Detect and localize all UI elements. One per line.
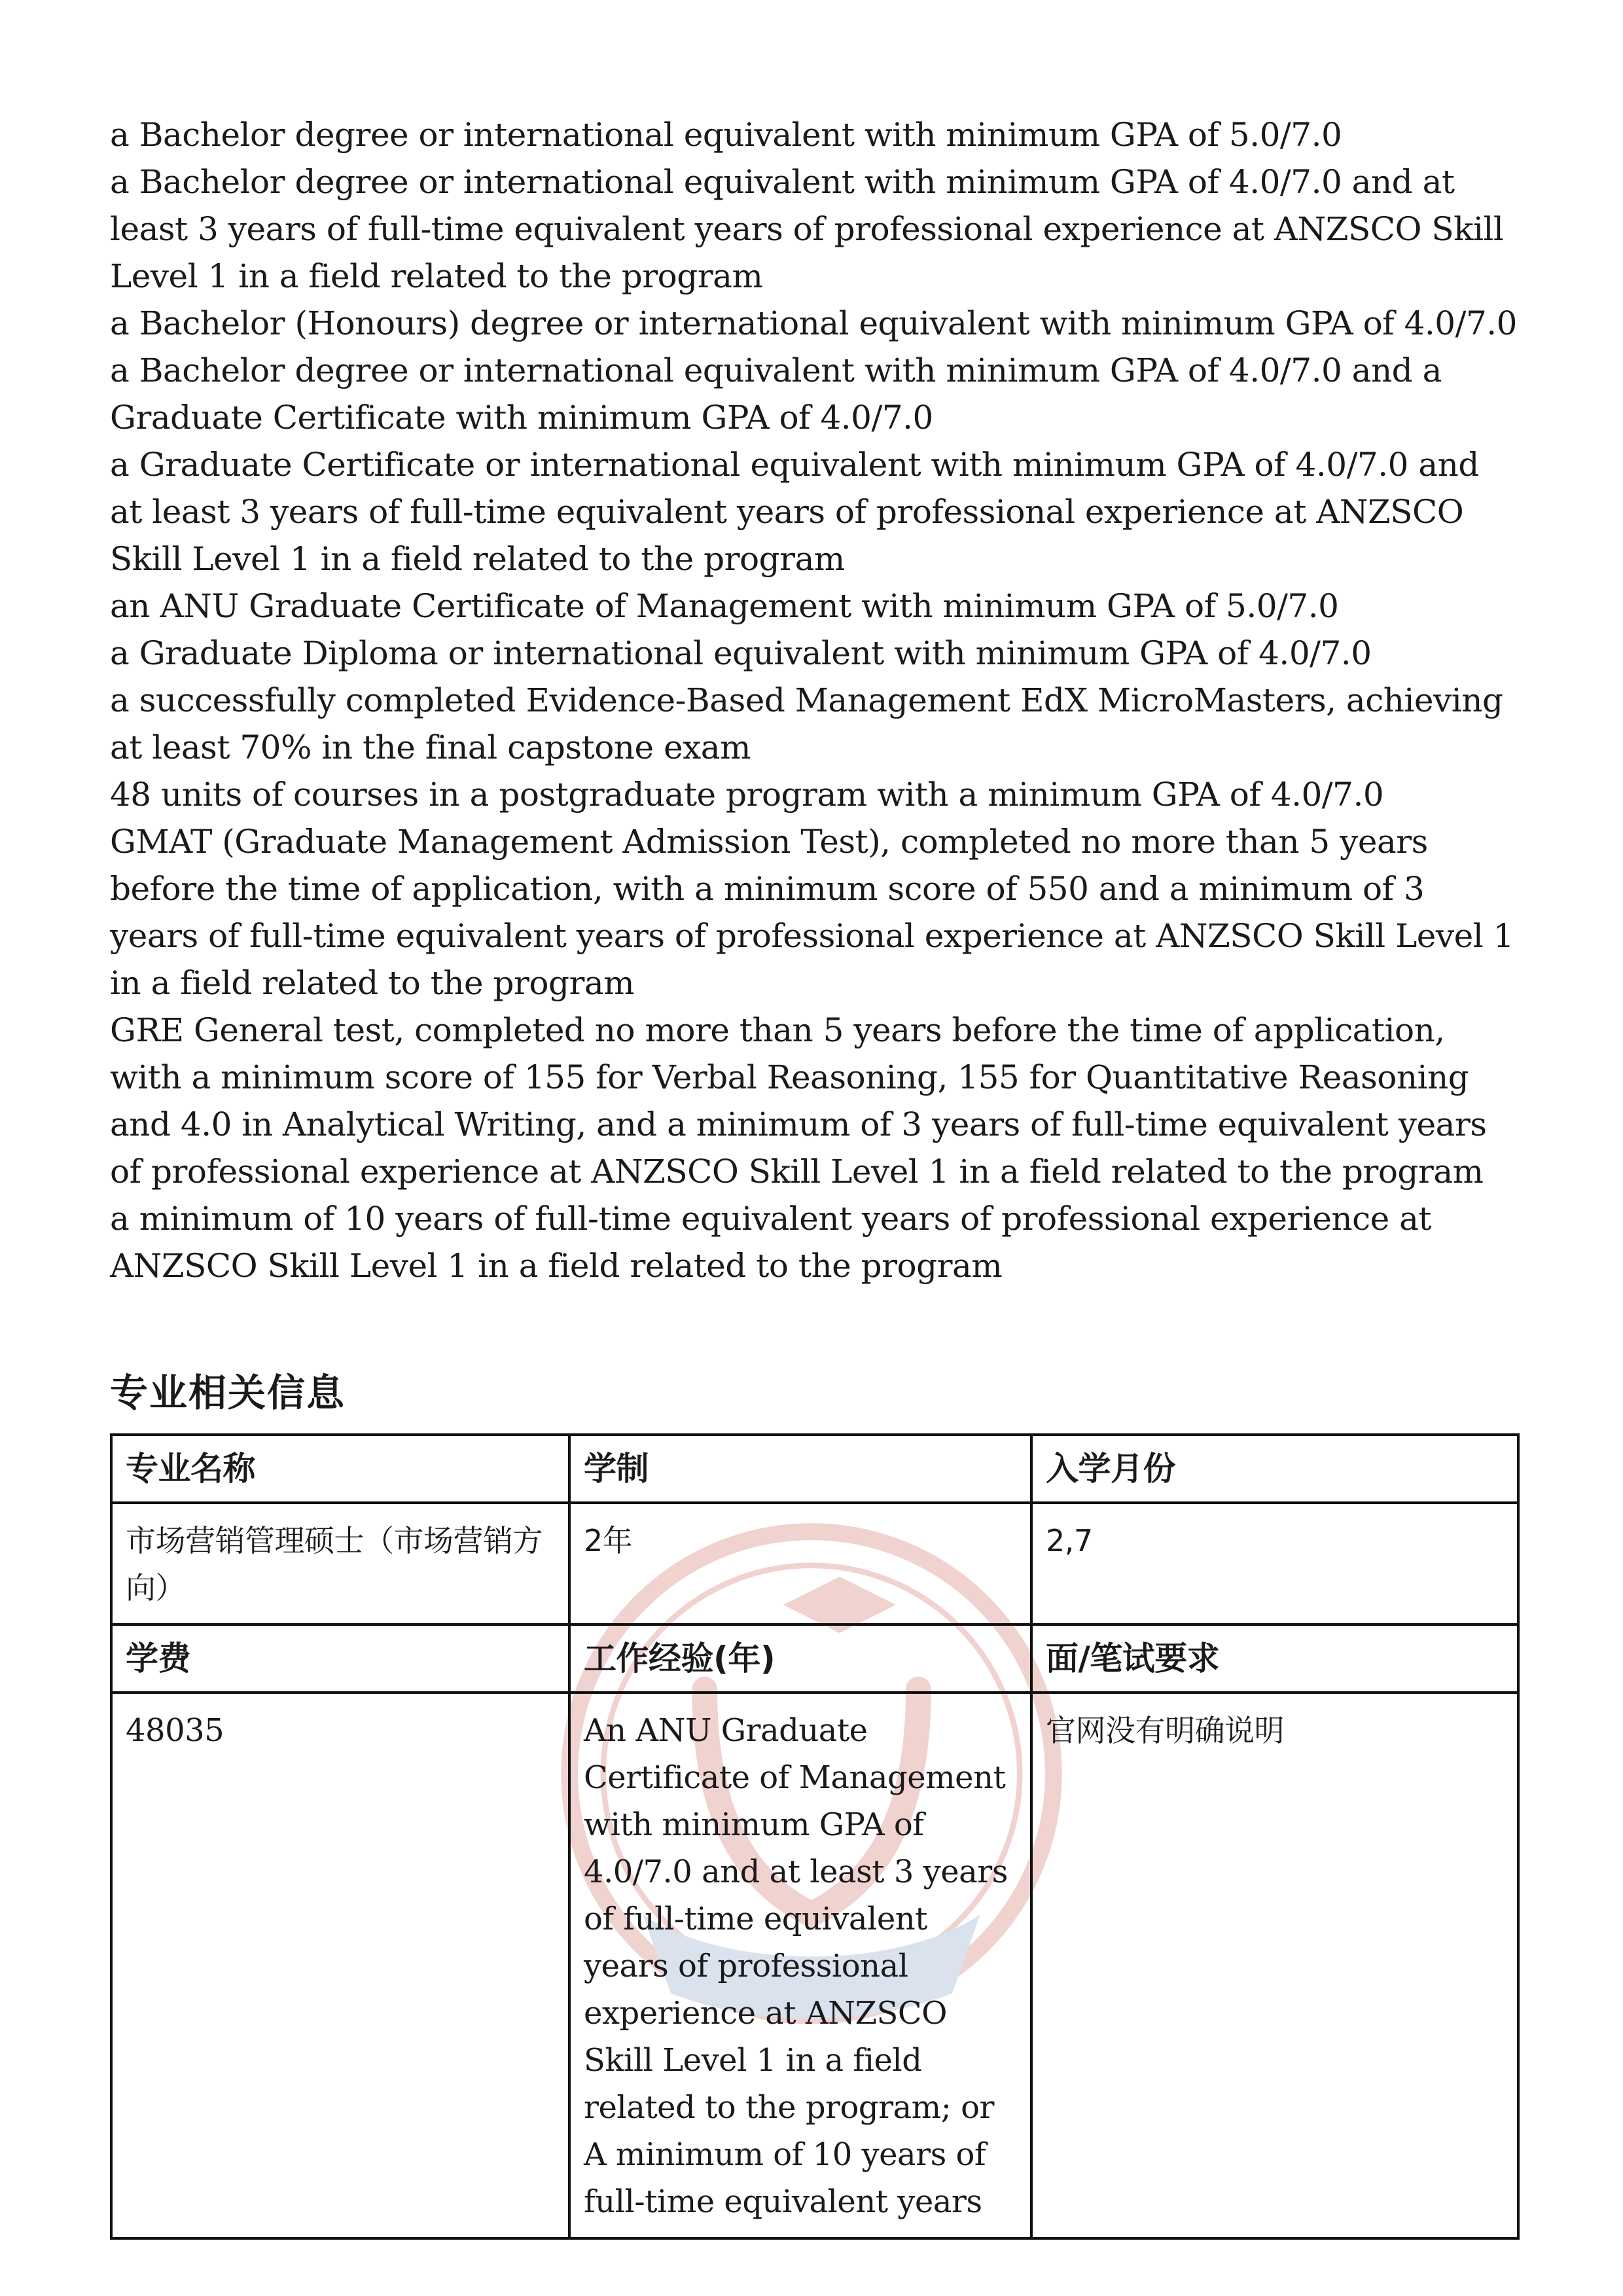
cell-duration: 2年 (569, 1503, 1031, 1624)
list-item: GRE General test, completed no more than 5 years before the time of application, with a minimum score of 155 for Verbal Reasoning, 155 for Quantitative Reasoning and 4.0 in Analytical Writing, and a minimum of 3 years of full-time equivalent years of professional experience at ANZSCO Skill Level 1 in a field related to the program (110, 1011, 1487, 1191)
table-row (111, 1503, 1518, 1624)
list-item: a successfully completed Evidence-Based Management EdX MicroMasters, achieving at least 70% in the final capstone exam (110, 681, 1503, 766)
list-item: GMAT (Graduate Management Admission Test), completed no more than 5 years before the time of application, with a minimum score of 550 and a minimum of 3 years of full-time equivalent years of professional experience at ANZSCO Skill Level 1 in a field related to the program (110, 823, 1514, 1002)
requirements-list (110, 111, 1517, 1289)
cell-intake-month: 2,7 (1031, 1503, 1518, 1624)
header-interview-requirement: 面/笔试要求 (1031, 1624, 1518, 1693)
table-header-row (111, 1435, 1518, 1503)
list-item: a Bachelor degree or international equivalent with minimum GPA of 4.0/7.0 and a Graduate Certificate with minimum GPA of 4.0/7.0 (110, 351, 1442, 437)
header-duration: 学制 (569, 1435, 1031, 1503)
table-header-row (111, 1624, 1518, 1693)
list-item: a Graduate Certificate or international equivalent with minimum GPA of 4.0/7.0 and at least 3 years of full-time equivalent years of professional experience at ANZSCO Skill Level 1 in a field related to the program (110, 446, 1479, 578)
cell-program-name: 市场营销管理硕士（市场营销方向） (111, 1503, 569, 1624)
header-work-experience: 工作经验(年) (569, 1624, 1031, 1693)
cell-tuition: 48035 (111, 1693, 569, 2238)
list-item: a Graduate Diploma or international equivalent with minimum GPA of 4.0/7.0 (110, 634, 1372, 672)
header-tuition: 学费 (111, 1624, 569, 1693)
page-content (110, 111, 1517, 2240)
list-item: a Bachelor degree or international equivalent with minimum GPA of 5.0/7.0 (110, 116, 1342, 154)
list-item: an ANU Graduate Certificate of Management with minimum GPA of 5.0/7.0 (110, 587, 1339, 625)
list-item: a Bachelor (Honours) degree or international equivalent with minimum GPA of 4.0/7.0 (110, 304, 1517, 342)
program-info-table (110, 1433, 1520, 2240)
table-row (111, 1693, 1518, 2238)
cell-interview-requirement: 官网没有明确说明 (1031, 1693, 1518, 2238)
cell-work-experience: An ANU Graduate Certificate of Management with minimum GPA of 4.0/7.0 and at least 3 years of full-time equivalent years of professional experience at ANZSCO Skill Level 1 in a field related to the program; or A minimum of 10 years of full-time equivalent years (569, 1693, 1031, 2238)
header-intake-month: 入学月份 (1031, 1435, 1518, 1503)
list-item: a Bachelor degree or international equivalent with minimum GPA of 4.0/7.0 and at least 3 years of full-time equivalent years of professional experience at ANZSCO Skill Level 1 in a field related to the program (110, 163, 1504, 295)
list-item: 48 units of courses in a postgraduate program with a minimum GPA of 4.0/7.0 (110, 776, 1384, 814)
section-title: 专业相关信息 (110, 1371, 346, 1415)
list-item: a minimum of 10 years of full-time equivalent years of professional experience at ANZSCO Skill Level 1 in a field related to the program (110, 1200, 1431, 1285)
header-program-name: 专业名称 (111, 1435, 569, 1503)
